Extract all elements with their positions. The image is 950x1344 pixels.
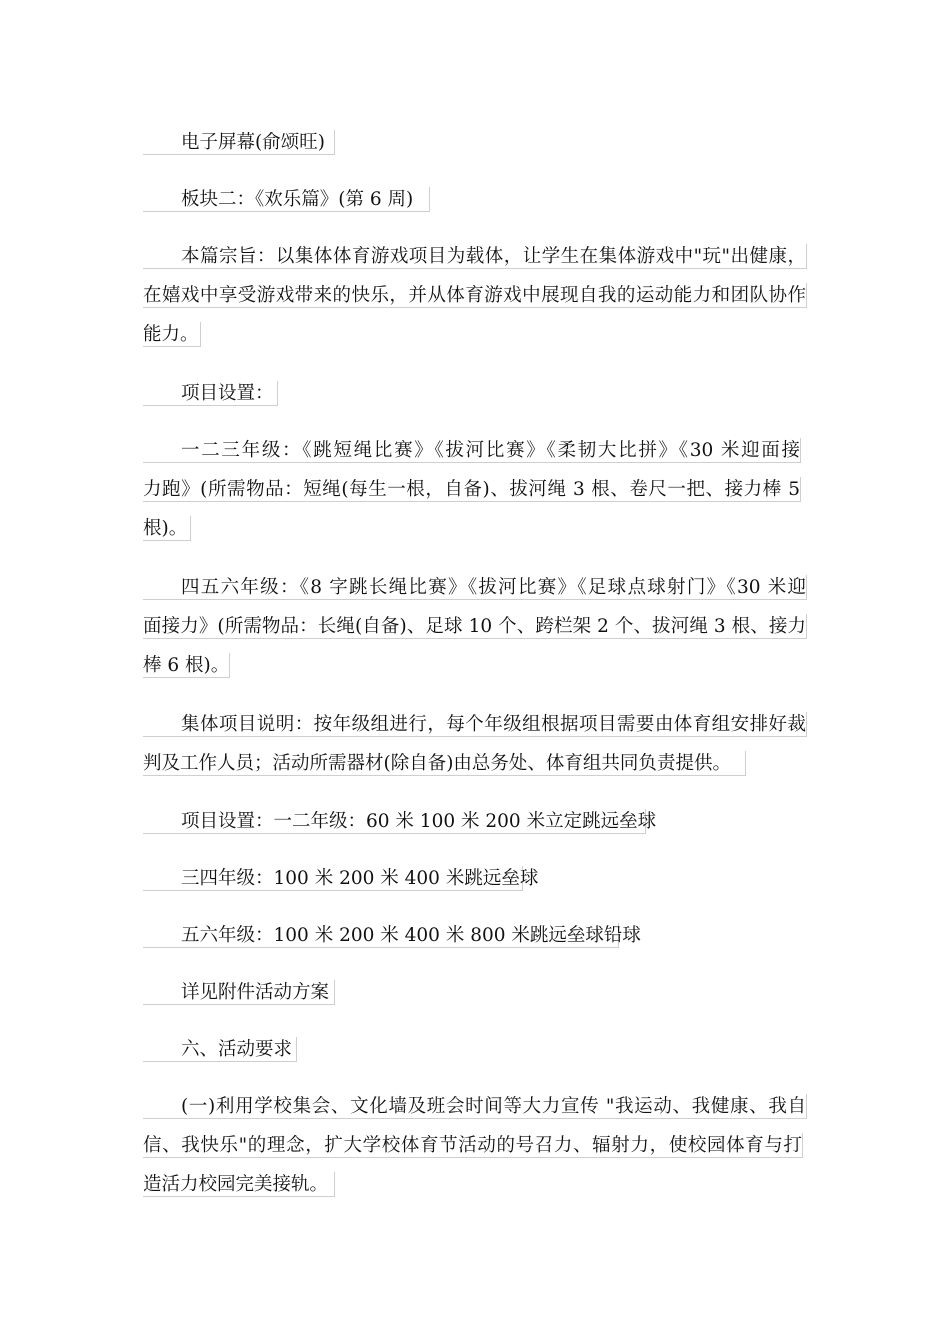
text-line: 五六年级：100 米 200 米 400 米 800 米跳远垒球铅球 bbox=[143, 923, 619, 948]
paragraph-items-grade-5-6 bbox=[143, 916, 807, 955]
text-line: 棒 6 根)。 bbox=[143, 655, 230, 676]
paragraph-items-grade-1-2 bbox=[143, 802, 807, 841]
text-line: 集体项目说明：按年级组进行，每个年级组根据项目需要由体育组安排好裁 bbox=[143, 712, 807, 737]
paragraph-attachment bbox=[143, 973, 807, 1012]
text-line: 四五六年级：《8 字跳长绳比赛》《拔河比赛》《足球点球射门》《30 米迎 bbox=[143, 575, 807, 600]
text-line: 根)。 bbox=[143, 516, 191, 541]
text-line: 板块二：《欢乐篇》(第 6 周) bbox=[143, 187, 430, 212]
paragraph-requirement-1 bbox=[143, 1087, 807, 1204]
text-line: 三四年级：100 米 200 米 400 米跳远垒球 bbox=[143, 866, 523, 891]
text-line: 信、我快乐"的理念，扩大学校体育节活动的号召力、辐射力，使校园体育与打 bbox=[143, 1135, 802, 1156]
text-line: 一二三年级：《跳短绳比赛》《拔河比赛》《柔韧大比拼》《30 米迎面接 bbox=[143, 438, 801, 463]
paragraph-grade-1-3 bbox=[143, 431, 807, 548]
text-line: 项目设置：一二年级：60 米 100 米 200 米立定跳远垒球 bbox=[143, 809, 646, 834]
text-line: 在嬉戏中享受游戏带来的快乐，并从体育游戏中展现自我的运动能力和团队协作 bbox=[143, 285, 806, 306]
paragraph-items-grade-3-4 bbox=[143, 859, 807, 898]
text-line: 造活力校园完美接轨。 bbox=[143, 1172, 335, 1197]
paragraph-requirements-heading bbox=[143, 1030, 807, 1069]
text-line: 电子屏幕(俞颂旺) bbox=[143, 130, 335, 155]
text-line: 项目设置： bbox=[143, 381, 278, 406]
text-line: 详见附件活动方案 bbox=[143, 980, 335, 1005]
paragraph-screen bbox=[143, 123, 807, 162]
paragraph-grade-4-6 bbox=[143, 568, 807, 685]
paragraph-section-two bbox=[143, 180, 807, 219]
paragraph-purpose bbox=[143, 237, 807, 354]
paragraph-group-notes bbox=[143, 705, 807, 783]
text-line: 判及工作人员；活动所需器材(除自备)由总务处、体育组共同负责提供。 bbox=[143, 751, 746, 776]
text-line: 面接力》(所需物品：长绳(自备)、足球 10 个、跨栏架 2 个、拔河绳 3 根、接力 bbox=[143, 616, 806, 637]
text-line: 六、活动要求 bbox=[143, 1037, 297, 1062]
paragraph-items-heading bbox=[143, 374, 807, 413]
text-line: (一)利用学校集会、文化墙及班会时间等大力宣传 "我运动、我健康、我自 bbox=[143, 1094, 807, 1119]
text-line: 力跑》(所需物品：短绳(每生一根，自备)、拔河绳 3 根、卷尺一把、接力棒 5 bbox=[143, 479, 800, 500]
text-line: 本篇宗旨：以集体体育游戏项目为载体，让学生在集体游戏中"玩"出健康， bbox=[143, 244, 807, 269]
text-line: 能力。 bbox=[143, 322, 201, 347]
